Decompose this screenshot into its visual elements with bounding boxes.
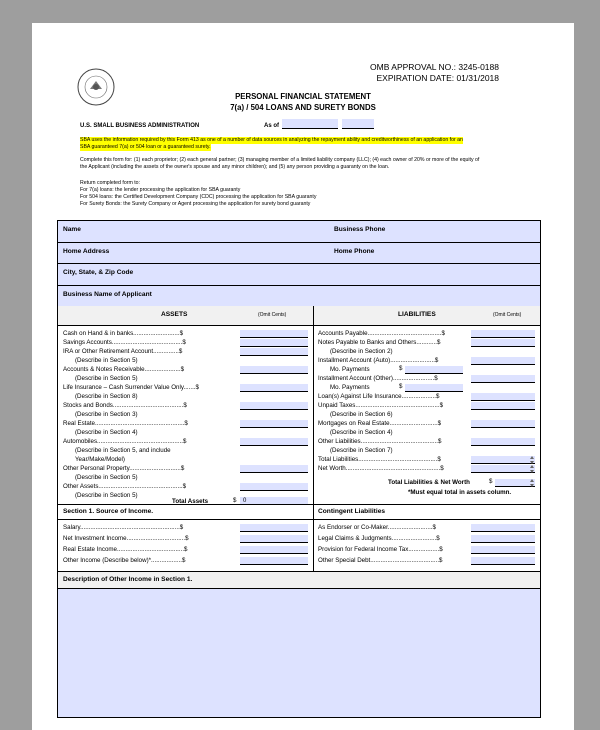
liab-mortgages-note: (Describe in Section 4) (330, 429, 393, 436)
liab-unpaid-taxes-note: (Describe in Section 6) (330, 411, 393, 418)
return-7a: For 7(a) loans: the lender processing the application for SBA guaranty (80, 187, 241, 193)
total-assets-label: Total Assets (172, 498, 209, 505)
income-other-input[interactable] (240, 557, 308, 565)
asset-other: Other Assets.................................................$ (63, 483, 187, 490)
business-name-field[interactable]: Business Name of Applicant (63, 291, 152, 298)
liab-total-stepper-icon[interactable] (530, 456, 535, 464)
must-equal-note: *Must equal total in assets column. (408, 489, 512, 496)
liab-notes-payable-input[interactable] (471, 339, 535, 347)
contingent-other: Other Special Debt........................................$ (318, 557, 443, 564)
expiration-date: EXPIRATION DATE: 01/31/2018 (376, 73, 499, 83)
asset-receivable-input[interactable] (240, 366, 308, 374)
asset-cash-input[interactable] (240, 330, 308, 338)
asset-life-insurance: Life Insurance – Cash Surrender Value Only.......$ (63, 384, 199, 391)
asset-cash: Cash on Hand & in banks...........................$ (63, 330, 184, 337)
liab-installment-other-input[interactable] (471, 375, 535, 383)
total-liab-stepper-icon[interactable] (530, 479, 535, 487)
asset-automobiles-note: (Describe in Section 5, and include (75, 447, 171, 454)
asset-automobiles: Automobiles..................................................$ (63, 438, 187, 445)
asset-real-estate-input[interactable] (240, 420, 308, 428)
financial-statement-form: Name Business Phone Home Address Home Phone City, State, & Zip Code Business Name of Applicant ASSETS (Omit Cents) LIABILITIES (Omit Cents) Cash on Hand & in banks...........................$ Savings Accounts.........................................$ IRA or Other Retirement Account...............$ (Describe in Section 5) Accounts & Notes Receivable.....................$ (Describe in Section 5) Life Insurance – Cash Surrender Value Only.......$ (Describe in Section 8) Stocks and Bonds.........................................$ (Describe in Section 3) Real Estate....................................................$ (Describe in Section 4) Automobiles..................................................$ (Describe in Section 5, and include Year/Make/Model) Other Personal Property..............................$ (Describe in Section 5) Other Assets.................................................$ (Describe in Section 5) Total Assets $ 0 Accounts Payable...........................................$ Notes Payable to Banks and Others............$ (Describe in Section 2) Installment Account (Auto)..........................$ Mo. Payments $ Installment Account (Other)........................$ Mo. Payments $ Loan(s) Against Life Insurance....................$ Unpaid Taxes.................................................$ (Describe in Section 6) Mortgages on Real Estate............................$ (Describe in Section 4) Other Liabilities.............................................$ (Describe in Section 7) Total Liabilities..............................................$ Net Worth.......................................................$ Total Liabilities & Net Worth $ *Must equal total in assets column. Section 1. Source of Income. Contingent Liabilities Salary..........................................................$ Net Investment Income..................................$ Real Estate Income.......................................$ Other Income (Describe below)*..................$ As Endorser or Co-Maker..........................$ Legal Claims & Judgments..........................$ Provision for Federal Income Tax..................$ Other Special Debt........................................$ Description of Other Income in Section 1. (57, 220, 541, 718)
complete-note-2: the Applicant (including the assets of the owner's spouse and any minor children); and (5) any person providing a guaranty on the loan. (80, 164, 390, 170)
sba-seal-icon (76, 67, 116, 107)
asset-ira-input[interactable] (240, 348, 308, 356)
business-phone-field[interactable]: Business Phone (334, 226, 386, 233)
asset-real-estate: Real Estate....................................................$ (63, 420, 188, 427)
income-heading: Section 1. Source of Income. (63, 508, 154, 515)
liab-unpaid-taxes: Unpaid Taxes.................................................$ (318, 402, 444, 409)
other-income-description-input[interactable] (58, 589, 540, 717)
asset-other-note: (Describe in Section 5) (75, 492, 138, 499)
asset-receivable-note: (Describe in Section 5) (75, 375, 138, 382)
liabilities-heading: LIABILITIES (398, 311, 436, 318)
net-worth-input[interactable] (471, 465, 535, 473)
liab-other-mo-payments: Mo. Payments (330, 384, 370, 391)
asset-personal-property-input[interactable] (240, 465, 308, 473)
liabilities-omit-cents: (Omit Cents) (493, 312, 522, 318)
omb-approval: OMB APPROVAL NO.: 3245-0188 (370, 62, 499, 72)
contingent-other-input[interactable] (471, 557, 535, 565)
liab-accounts-payable: Accounts Payable...........................................$ (318, 330, 445, 337)
contingent-tax: Provision for Federal Income Tax..................$ (318, 546, 443, 553)
asset-personal-property: Other Personal Property..............................$ (63, 465, 185, 472)
asset-stocks: Stocks and Bonds.........................................$ (63, 402, 187, 409)
asset-other-input[interactable] (240, 483, 308, 491)
liab-mortgages-input[interactable] (471, 420, 535, 428)
liab-notes-payable: Notes Payable to Banks and Others............$ (318, 339, 441, 346)
income-salary-input[interactable] (240, 524, 308, 532)
as-of-year-input[interactable] (342, 119, 374, 129)
return-504: For 504 loans: the Certified Development Company (CDC) processing the application for SBA guaranty (80, 194, 317, 200)
asset-life-insurance-input[interactable] (240, 384, 308, 392)
asset-receivable: Accounts & Notes Receivable.....................$ (63, 366, 185, 373)
agency-name: U.S. SMALL BUSINESS ADMINISTRATION (80, 123, 200, 129)
liab-installment-auto-input[interactable] (471, 357, 535, 365)
sba-usage-note-2: SBA guaranteed 7(a) or 504 loan or a guaranteed surety. (80, 144, 211, 150)
form-page (32, 23, 574, 730)
liab-other: Other Liabilities.............................................$ (318, 438, 442, 445)
asset-savings: Savings Accounts.........................................$ (63, 339, 186, 346)
total-assets-value[interactable]: 0 (240, 497, 308, 505)
total-liab-net-worth-input[interactable] (495, 479, 535, 487)
home-phone-field[interactable]: Home Phone (334, 248, 375, 255)
contingent-endorser: As Endorser or Co-Maker..........................$ (318, 524, 436, 531)
as-of-label: As of (264, 123, 279, 129)
asset-automobiles-input[interactable] (240, 438, 308, 446)
liab-auto-mo-payments: Mo. Payments (330, 366, 370, 373)
asset-real-estate-note: (Describe in Section 4) (75, 429, 138, 436)
total-liab-net-worth-label: Total Liabilities & Net Worth (388, 479, 470, 486)
return-surety: For Surety Bonds: the Surety Company or Agent processing the application for surety bond guaranty (80, 201, 311, 207)
liab-life-insurance-loan: Loan(s) Against Life Insurance....................$ (318, 393, 440, 400)
assets-omit-cents: (Omit Cents) (258, 312, 287, 318)
contingent-legal: Legal Claims & Judgments..........................$ (318, 535, 440, 542)
liab-mortgages: Mortgages on Real Estate............................$ (318, 420, 442, 427)
liab-total: Total Liabilities..............................................$ (318, 456, 441, 463)
asset-life-insurance-note: (Describe in Section 8) (75, 393, 138, 400)
as-of-date-input[interactable] (282, 119, 338, 129)
income-salary: Salary..........................................................$ (63, 524, 184, 531)
liab-installment-auto: Installment Account (Auto)..........................$ (318, 357, 439, 364)
income-other: Other Income (Describe below)*..................$ (63, 557, 186, 564)
liab-auto-mo-payments-input[interactable] (405, 366, 463, 374)
other-income-heading: Description of Other Income in Section 1. (63, 576, 193, 583)
income-investment-input[interactable] (240, 535, 308, 543)
contingent-legal-input[interactable] (471, 535, 535, 543)
contingent-endorser-input[interactable] (471, 524, 535, 532)
asset-savings-input[interactable] (240, 339, 308, 347)
liab-unpaid-taxes-input[interactable] (471, 402, 535, 410)
liab-life-insurance-loan-input[interactable] (471, 393, 535, 401)
income-real-estate: Real Estate Income.......................................$ (63, 546, 188, 553)
city-state-zip-field[interactable]: City, State, & Zip Code (63, 269, 134, 276)
form-title: PERSONAL FINANCIAL STATEMENT (235, 92, 371, 101)
liab-other-note: (Describe in Section 7) (330, 447, 393, 454)
asset-automobiles-note-2: Year/Make/Model) (75, 456, 125, 463)
liab-other-input[interactable] (471, 438, 535, 446)
asset-ira: IRA or Other Retirement Account...............$ (63, 348, 183, 355)
liab-notes-payable-note: (Describe in Section 2) (330, 348, 393, 355)
income-investment: Net Investment Income..................................$ (63, 535, 189, 542)
liab-total-input[interactable] (471, 456, 535, 464)
contingent-tax-input[interactable] (471, 546, 535, 554)
liab-accounts-payable-input[interactable] (471, 330, 535, 338)
sba-usage-note-1: SBA uses the information required by this Form 413 as one of a number of data sources in analyzing the repayment ability and creditworthiness of an application for an (80, 137, 463, 143)
asset-stocks-note: (Describe in Section 3) (75, 411, 138, 418)
name-field[interactable]: Name (63, 226, 81, 233)
asset-ira-note: (Describe in Section 5) (75, 357, 138, 364)
income-real-estate-input[interactable] (240, 546, 308, 554)
liab-other-mo-payments-input[interactable] (405, 384, 463, 392)
return-title: Return completed form to: (80, 180, 140, 186)
assets-heading: ASSETS (161, 311, 188, 318)
asset-stocks-input[interactable] (240, 402, 308, 410)
complete-note-1: Complete this form for: (1) each proprietor; (2) each general partner; (3) managing member of a limited liability company (LLC); (4) each owner of 20% or more of the equity of (80, 157, 480, 163)
form-subtitle: 7(a) / 504 LOANS AND SURETY BONDS (230, 103, 376, 112)
net-worth-stepper-icon[interactable] (530, 465, 535, 473)
asset-personal-property-note: (Describe in Section 5) (75, 474, 138, 481)
contingent-heading: Contingent Liabilities (318, 508, 386, 515)
liab-installment-other: Installment Account (Other)........................$ (318, 375, 438, 382)
net-worth: Net Worth.......................................................$ (318, 465, 444, 472)
home-address-field[interactable]: Home Address (63, 248, 110, 255)
